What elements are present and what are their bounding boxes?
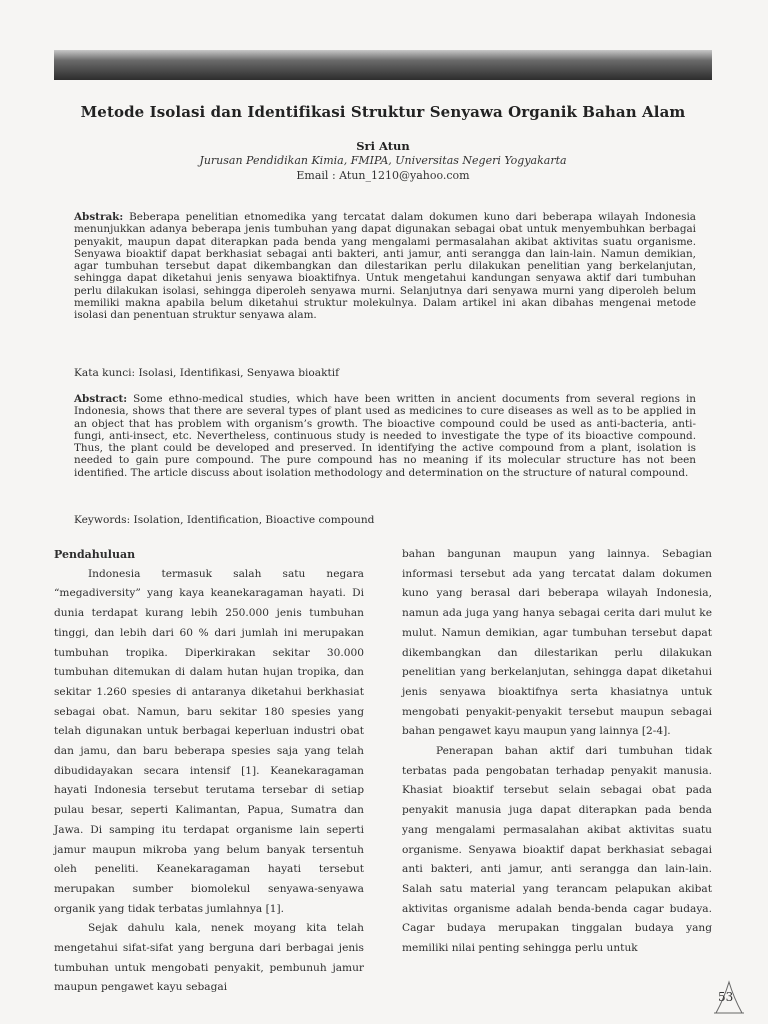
body-paragraph: Sejak dahulu kala, nenek moyang kita telah mengetahui sifat-sifat yang berguna dari berbagai jenis tumbuhan untuk mengobati penyakit, pembunuh jamur maupun pengawet kayu sebagai [54,922,364,994]
keywords-indonesian: Kata kunci: Isolasi, Identifikasi, Senyawa bioaktif [74,367,340,379]
abstract-indonesian-label: Abstrak: [74,211,124,223]
right-column [402,545,712,959]
paper-title: Metode Isolasi dan Identifikasi Struktur Senyawa Organik Bahan Alam [80,103,686,121]
left-column [54,545,364,998]
abstract-english-label: Abstract: [74,393,128,405]
abstract-english [74,393,696,479]
page-number: 53 [718,990,734,1004]
author-name: Sri Atun [356,139,410,153]
body-paragraph: bahan bangunan maupun yang lainnya. Sebagian informasi tersebut ada yang tercatat dalam dokumen kuno yang berasal dari beberapa wilayah Indonesia, namun ada juga yang hanya sebagai cerita dari mulut ke mulut. Namun demikian, agar tumbuhan tersebut dapat dikembangkan dan dilestarikan perlu dilakukan penelitian yang berkelanjutan, sehingga dapat diketahui jenis senyawa bioaktifnya serta khasiatnya untuk mengobati penyakit-penyakit tersebut maupun sebagai bahan pengawet kayu maupun yang lainnya [2-4]. [402,548,712,738]
abstract-english-text: Some ethno-medical studies, which have been written in ancient documents from several regions in Indonesia, shows that there are several types of plant used as medicines to cure diseases as well as to be applied in an object that has problem with organism’s growth. The bioactive compound could be used as anti-bacteria, anti-fungi, anti-insect, etc. Nevertheless, continuous study is needed to investigate the type of its bioactive compound. Thus, the plant could be developed and preserved. In identifying the active compound from a plant, isolation is needed to gain pure compound. The pure compound has no meaning if its molecular structure has not been identified. The article discuss about isolation methodology and determination on the structure of natural compound. [74,393,696,479]
section-heading: Pendahuluan [54,548,136,561]
body-paragraph: Penerapan bahan aktif dari tumbuhan tidak terbatas pada pengobatan terhadap penyakit manusia. Khasiat bioaktif tersebut selain sebagai obat pada penyakit manusia juga dapat diterapkan pada benda yang mengalami permasalahan akibat aktivitas suatu organisme. Senyawa bioaktif dapat berkhasiat sebagai anti bakteri, anti jamur, anti serangga dan lain-lain. Salah satu material yang terancam pelapukan akibat aktivitas organisme adalah benda-benda cagar budaya. Cagar budaya merupakan tinggalan budaya yang memiliki nilai penting sehingga perlu untuk [402,745,712,955]
header-band [54,50,712,80]
body-paragraph: Indonesia termasuk salah satu negara “megadiversity” yang kaya keanekaragaman hayati. Di dunia terdapat kurang lebih 250.000 jenis tumbuhan tinggi, dan lebih dari 60 % dari jumlah ini merupakan tumbuhan tropika. Diperkirakan sekitar 30.000 tumbuhan ditemukan di dalam hutan hujan tropika, dan sekitar 1.260 spesies di antaranya diketahui berkhasiat sebagai obat. Namun, baru sekitar 180 spesies yang telah digunakan untuk berbagai keperluan industri obat dan jamu, dan baru beberapa spesies saja yang telah dibudidayakan secara intensif [1]. Keanekaragaman hayati Indonesia tersebut terutama tersebar di setiap pulau besar, seperti Kalimantan, Papua, Sumatra dan Jawa. Di samping itu terdapat organisme lain seperti jamur maupun mikroba yang belum banyak tersentuh oleh peneliti. Keanekaragaman hayati tersebut merupakan sumber biomolekul senyawa-senyawa organik yang tidak terbatas jumlahnya [1]. [54,567,364,915]
abstract-indonesian [74,211,696,322]
author-email: Email : Atun_1210@yahoo.com [296,169,470,182]
keywords-english: Keywords: Isolation, Identification, Bioactive compound [74,514,375,526]
author-affiliation: Jurusan Pendidikan Kimia, FMIPA, Universitas Negeri Yogyakarta [199,154,567,167]
page-number-badge [712,980,746,1014]
abstract-indonesian-text: Beberapa penelitian etnomedika yang tercatat dalam dokumen kuno dari beberapa wilayah Indonesia menunjukkan adanya beberapa jenis tumbuhan yang dapat digunakan sebagai obat untuk menyembuhkan berbagai penyakit, maupun dapat diterapkan pada benda yang mengalami permasalahan akibat aktivitas suatu organisme. Senyawa bioaktif dapat berkhasiat sebagai anti bakteri, anti jamur, anti serangga dan lain-lain. Namun demikian, agar tumbuhan tersebut dapat dikembangkan dan dilestarikan perlu dilakukan penelitian yang berkelanjutan, sehingga dapat diketahui jenis senyawa bioaktifnya. Untuk mengetahui kandungan senyawa aktif dari tumbuhan perlu dilakukan isolasi, sehingga diperoleh senyawa murni. Selanjutnya dari senyawa murni yang diperoleh belum memiliki makna apabila belum diketahui struktur molekulnya. Dalam artikel ini akan dibahas mengenai metode isolasi dan penentuan struktur senyawa alam. [74,211,696,322]
